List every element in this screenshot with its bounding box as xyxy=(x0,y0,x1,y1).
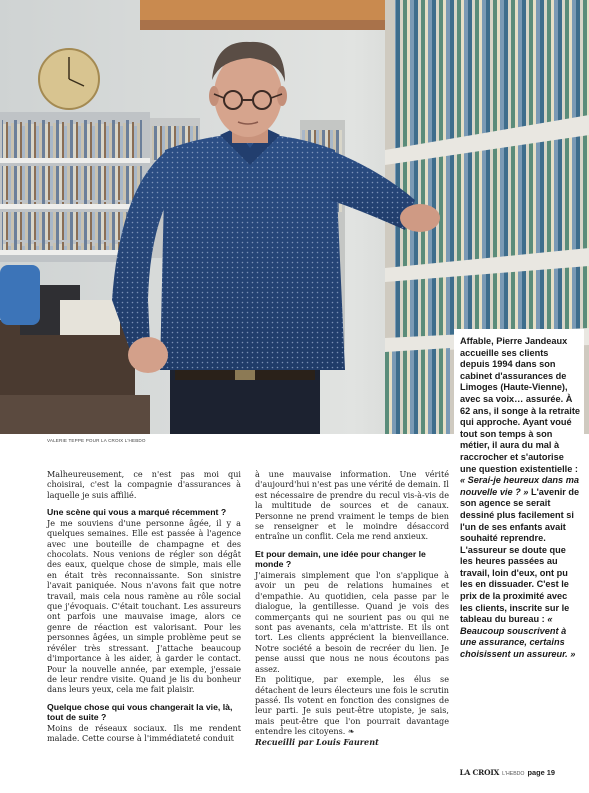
question-heading: Quelque chose qui vous changerait la vie, là, tout de suite ? xyxy=(47,701,233,723)
article-paragraph: En politique, par exemple, les élus se détachent de leurs électeurs une fois le scrutin passé. Ils votent en fonction des consignes de leur parti. Je suis peut-être utopiste, je sais, mais peut-être que l'on pourrait davantage entendre les citoyens. ❧ xyxy=(255,674,449,737)
article-paragraph: J'aimerais simplement que l'on s'applique à avoir un peu de relations humaines et d'empathie. Au quotidien, cela passe par le dialogue, la gentillesse. Quand je vois des commerçants qui ne sourient pas ou qui ne sont pas avenants, cela m'attriste. Et ils ont tort. Les clients apprécient la bienveillance. Notre société a besoin de recréer du lien. Je pense aussi que nous ne nous écoutons pas assez. xyxy=(255,570,449,674)
sidebar-quote-2: « Beaucoup souscrivent à une assurance, certains choisissent un assureur. » xyxy=(460,614,576,660)
intro-sidebar xyxy=(454,329,584,759)
article-paragraph: Malheureusement, ce n'est pas moi qui choisirai, c'est la compagnie d'assurances à laquelle je suis affilié. xyxy=(47,469,241,500)
article-paragraph-part-2: à une mauvaise information. Une vérité d'aujourd'hui n'est pas une vérité de demain. Il est nécessaire de prendre du recul vis-à-vis de la multitude de sources et de canaux. Personne ne prend vraiment le temps de bien se renseigner et le moindre désaccord entraîne un conflit. Cela me rend anxieux. xyxy=(255,469,449,542)
photo-credit: VALERIE TEPPE POUR LA CROIX L'HEBDO xyxy=(47,438,146,443)
publication-logo: LA CROIX xyxy=(459,768,500,777)
question-heading: Une scène qui vous a marqué récemment ? xyxy=(47,507,227,518)
article-column-2 xyxy=(255,469,449,747)
article-paragraph-part-1: Moins de réseaux sociaux. Ils me rendent malade. Cette course à l'immédiateté conduit xyxy=(47,722,241,744)
article-signature: Recueilli par Louis Faurent xyxy=(255,736,379,747)
article-paragraph: Je me souviens d'une personne âgée, il y a quelques semaines. Elle est passée à l'agence avec une bouteille de champagne et des chocolats. Nous venions de régler son dégât des eaux, quelque chose de simple, mais elle en était très reconnaissante. Son sinistre l'avait paniquée. Nous n'avons fait que notre travail, mais cela nous ramène au rôle social que j'évoquais. C'était touchant. Les assureurs ont parfois une mauvaise image, alors ce genre de réaction est valorisant. Pour les personnes âgées, un simple problème peut se révéler très stressant. J'attache beaucoup d'importance à les aider, à garder le contact. Pour la nouvelle année, par exemple, j'essaie de leur rendre visite. Quand je lis du bonheur dans leurs yeux, cela me fait plaisir. xyxy=(47,517,241,695)
article-paragraph xyxy=(47,723,241,744)
sidebar-quote-1: « Serai-je heureux dans ma nouvelle vie ? » xyxy=(460,475,579,497)
page-footer xyxy=(460,768,555,777)
question-heading: Et pour demain, une idée pour changer le monde ? xyxy=(255,548,426,570)
publication-subtitle: L'HEBDO xyxy=(502,771,525,777)
page-number: page 19 xyxy=(527,768,555,777)
article-column-1 xyxy=(47,469,241,744)
sidebar-text xyxy=(460,336,580,661)
sidebar-middle: L'avenir de son agence se serait dessiné plus facilement si l'un de ses enfants avait souhaité reprendre. L'assureur se doute que les heures passées au travail, loin d'eux, ont pu les en dissuader. C'est le prix de la proximité avec les clients, inscrite sur le tableau du bureau : xyxy=(460,486,580,625)
sidebar-intro: Affable, Pierre Jandeaux accueille ses clients depuis 1994 dans son cabinet d'assurances de Limoges (Haute-Vienne), avec sa voix… assurée. À 62 ans, il songe à la retraite qui approche. Ayant voué tout son temps à son métier, il aura du mal à raccrocher et s'autorise une question existentielle : xyxy=(460,336,581,474)
article-paragraph xyxy=(255,469,449,542)
